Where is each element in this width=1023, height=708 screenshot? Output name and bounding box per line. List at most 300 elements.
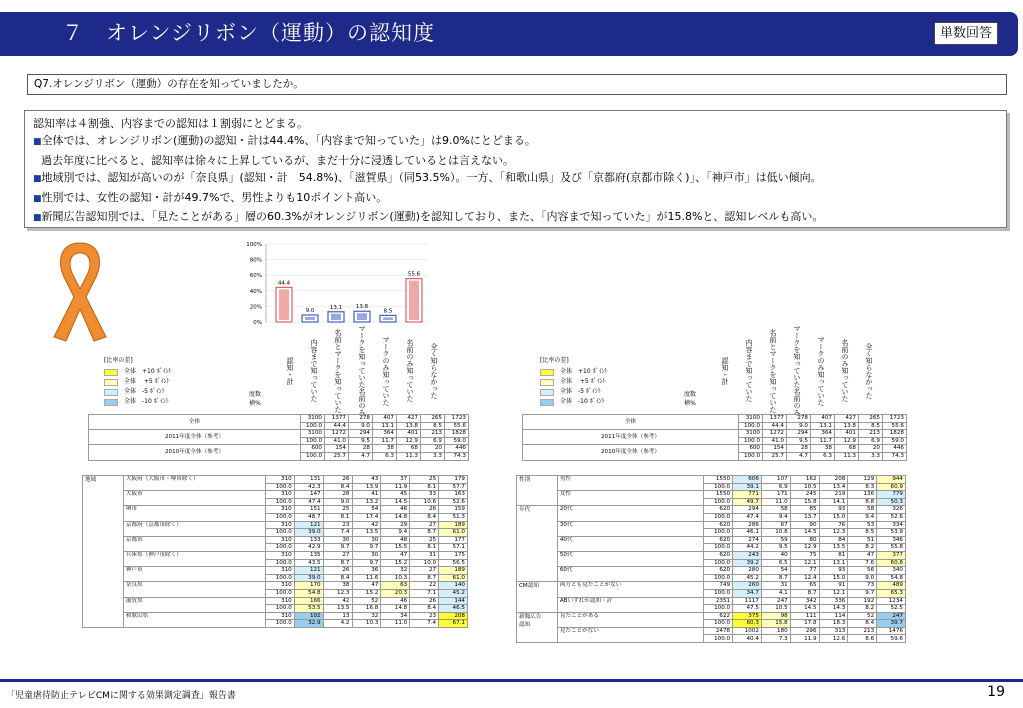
table-cell: 37	[381, 476, 410, 484]
table-row	[83, 536, 468, 544]
table-cell: 100.0	[265, 544, 294, 552]
table-cell: 13.5	[819, 544, 848, 552]
summary-bullet-4: ■新聞広告認知別では、「見たことがある」層の60.3%がオレンジリボン(運動)を認知しており、また、「内容まで知っていた」が15.8%と、認知レベルも高い。	[33, 210, 824, 224]
table-cell: 47.4	[733, 513, 762, 521]
table-cell: 73	[848, 582, 877, 590]
legend-item: 全体 +10 ﾎﾟｲﾝﾄ	[104, 367, 172, 377]
table-cell: 98	[761, 612, 790, 620]
table-cell: 310	[265, 551, 294, 559]
table-cell: 40	[761, 551, 790, 559]
table-cell: 32.9	[294, 620, 323, 628]
bar-fill	[331, 314, 341, 320]
table-cell: 1828	[445, 430, 469, 438]
table-cell: 2010年度全体（参考）	[523, 445, 739, 460]
table-cell: 620	[704, 536, 733, 544]
table-cell: 2478	[704, 627, 733, 635]
awareness-bar-chart	[236, 240, 472, 328]
table-row	[83, 567, 468, 575]
legend-left	[104, 356, 172, 407]
column-header: 内容まで知っていた	[745, 339, 753, 402]
table-cell: 52	[352, 597, 381, 605]
table-cell: 31	[761, 582, 790, 590]
table-cell: 45	[381, 491, 410, 499]
table-cell: 38	[373, 445, 397, 453]
table-cell: 100.0	[301, 452, 325, 460]
table-cell: 14.1	[819, 498, 848, 506]
table-cell: 15.2	[352, 589, 381, 597]
table-cell: 51	[848, 536, 877, 544]
summary-bullet-3: ■性別では、女性の認知・計が49.7%で、男性よりも10ポイント高い。	[33, 190, 388, 204]
table-cell: 4.7	[349, 452, 373, 460]
table-cell: 52.6	[877, 513, 906, 521]
table-cell: 8.1	[410, 544, 439, 552]
table-cell: 11.0	[381, 620, 410, 628]
table-cell: 8.7	[410, 529, 439, 537]
table-cell: 265	[421, 415, 445, 423]
table-cell: 13.1	[373, 422, 397, 430]
table-cell: 100.0	[301, 422, 325, 430]
table-row	[517, 521, 906, 529]
table-cell: 京都市	[123, 536, 265, 551]
table-cell: 46	[381, 597, 410, 605]
table-cell: 121	[294, 521, 323, 529]
table-cell: 336	[819, 597, 848, 605]
table-cell: 17.8	[790, 620, 819, 628]
table-cell: 見たことがある	[557, 612, 703, 627]
table-cell: 15.2	[381, 559, 410, 567]
table-cell: 11.7	[373, 437, 397, 445]
table-cell: 310	[265, 521, 294, 529]
footer-rule	[0, 679, 1023, 682]
table-cell: 9.7	[352, 544, 381, 552]
table-cell: 性別	[517, 476, 558, 506]
table-cell: 47	[352, 582, 381, 590]
table-cell: 8.1	[323, 513, 352, 521]
totals-table-right	[522, 414, 907, 461]
table-cell: 1723	[883, 415, 907, 423]
summary-bullet-1: ■全体では、オレンジリボン(運動)の認知・計は44.4%、「内容まで知っていた」は9.0%にとどまる。	[33, 134, 536, 148]
data-label: 13.8	[355, 304, 369, 311]
table-cell: 39.7	[877, 620, 906, 628]
table-cell: 100.0	[265, 605, 294, 613]
table-cell: 55.8	[877, 544, 906, 552]
table-cell: 12.6	[819, 635, 848, 643]
table-cell: 159	[439, 506, 468, 514]
table-cell: 9.5	[787, 437, 811, 445]
table-cell: 407	[811, 415, 835, 423]
table-cell: 147	[294, 491, 323, 499]
table-cell: 100.0	[704, 605, 733, 613]
table-cell: 3.3	[859, 452, 883, 460]
table-cell: 163	[439, 491, 468, 499]
table-cell: 45.2	[439, 589, 468, 597]
table-cell: 47	[848, 551, 877, 559]
table-cell: 45.2	[733, 574, 762, 582]
table-cell: 310	[265, 612, 294, 620]
table-cell: 60.8	[877, 559, 906, 567]
table-cell: 65.3	[877, 589, 906, 597]
table-cell: 81	[819, 551, 848, 559]
legend-item: 全体 -10 ﾎﾟｲﾝﾄ	[104, 397, 172, 407]
table-row	[517, 582, 906, 590]
table-cell: 600	[739, 445, 763, 453]
table-cell: 16.8	[352, 605, 381, 613]
table-cell: 192	[848, 597, 877, 605]
column-header: 認知・計	[721, 356, 729, 385]
table-row	[517, 476, 906, 484]
table-cell: 32	[352, 612, 381, 620]
table-cell: 9.4	[381, 529, 410, 537]
table-cell: 401	[835, 430, 859, 438]
table-cell: 310	[265, 476, 294, 484]
table-cell: 8.7	[761, 574, 790, 582]
table-cell: CM認知	[517, 582, 558, 612]
table-row	[83, 612, 468, 620]
table-cell: 堺市	[123, 506, 265, 521]
table-cell: 25.7	[325, 452, 349, 460]
table-cell: 8.3	[848, 483, 877, 491]
table-cell: 13.9	[352, 483, 381, 491]
table-cell: 9.0	[848, 574, 877, 582]
table-cell: 8.7	[323, 559, 352, 567]
table-cell: 177	[439, 536, 468, 544]
table-cell: 12.9	[790, 544, 819, 552]
table-cell: 17.4	[352, 513, 381, 521]
table-cell: 14.5	[790, 605, 819, 613]
table-cell: 265	[859, 415, 883, 423]
column-header: 認知・計	[286, 356, 294, 385]
table-cell: 大阪市	[123, 491, 265, 506]
table-cell: 364	[373, 430, 397, 438]
table-cell: 34.7	[733, 589, 762, 597]
table-cell: 213	[421, 430, 445, 438]
table-cell: 68	[835, 445, 859, 453]
table-cell: 12.3	[819, 529, 848, 537]
table-cell: 2011年度全体（参考）	[89, 430, 301, 445]
table-cell: 8.8	[848, 498, 877, 506]
table-cell: 154	[325, 445, 349, 453]
table-cell: 地域	[83, 476, 124, 628]
table-cell: 294	[787, 430, 811, 438]
table-cell: 446	[445, 445, 469, 453]
table-cell: 10.0	[410, 559, 439, 567]
table-row	[83, 506, 468, 514]
table-cell: 77	[790, 567, 819, 575]
table-cell: 334	[877, 521, 906, 529]
table-cell: 11.3	[835, 452, 859, 460]
table-cell: 260	[733, 582, 762, 590]
table-cell: 41.0	[325, 437, 349, 445]
table-cell: 43	[352, 476, 381, 484]
column-header: マークのみ知っていた	[382, 335, 390, 406]
table-cell: 59.0	[445, 437, 469, 445]
bar-fill	[409, 281, 419, 320]
table-cell: 1002	[733, 627, 762, 635]
table-cell: 84	[819, 536, 848, 544]
table-cell: 30	[352, 551, 381, 559]
table-cell: 40代	[557, 536, 703, 551]
table-cell: 154	[763, 445, 787, 453]
table-cell: 364	[811, 430, 835, 438]
table-cell: 47.5	[733, 605, 762, 613]
table-cell: 男性	[557, 476, 703, 491]
table-cell: 1234	[877, 597, 906, 605]
table-cell: 30	[352, 536, 381, 544]
table-cell: 6.9	[859, 437, 883, 445]
column-header: 名前のみ知っていた	[406, 339, 414, 402]
table-cell: 8.7	[410, 574, 439, 582]
table-cell: 6.5	[761, 559, 790, 567]
table-cell: 47.4	[294, 498, 323, 506]
table-cell: 14.5	[381, 498, 410, 506]
y-tick-label: 0%	[253, 320, 262, 326]
table-cell: 9.7	[323, 544, 352, 552]
table-cell: 36	[352, 567, 381, 575]
y-tick-label: 60%	[249, 273, 262, 280]
table-cell: 286	[733, 521, 762, 529]
table-cell: 42.3	[294, 483, 323, 491]
table-cell: 大阪府（大阪市・堺市除く）	[123, 476, 265, 491]
table-row	[517, 551, 906, 559]
table-cell: 54.8	[294, 589, 323, 597]
table-cell: 944	[877, 476, 906, 484]
table-cell: 606	[733, 476, 762, 484]
table-cell: 30	[323, 536, 352, 544]
table-cell: 3100	[739, 415, 763, 423]
table-cell: 10.5	[761, 605, 790, 613]
table-cell: 46	[381, 506, 410, 514]
column-header: 全く知らなかった	[865, 342, 873, 399]
table-cell: 135	[294, 551, 323, 559]
column-headers-right	[705, 323, 873, 416]
data-label: 9.0	[305, 307, 315, 314]
table-cell: 10.3	[352, 620, 381, 628]
table-cell: 407	[373, 415, 397, 423]
table-cell: 11.0	[761, 498, 790, 506]
table-cell: 278	[349, 415, 373, 423]
table-cell: 9.0	[323, 498, 352, 506]
table-cell: 9.7	[848, 589, 877, 597]
data-label: 44.4	[277, 280, 291, 287]
table-cell: 1377	[325, 415, 349, 423]
table-cell: 213	[848, 627, 877, 635]
table-cell: 107	[761, 476, 790, 484]
table-cell: 40.4	[733, 635, 762, 643]
table-cell: 3100	[301, 415, 325, 423]
table-cell: 33	[410, 491, 439, 499]
table-cell: 80	[790, 536, 819, 544]
table-cell: 13.7	[790, 513, 819, 521]
table-cell: 446	[883, 445, 907, 453]
table-cell: 59.0	[883, 437, 907, 445]
table-cell: 1476	[877, 627, 906, 635]
table-cell: 奈良県	[123, 582, 265, 597]
table-cell: 313	[819, 627, 848, 635]
table-cell: 100.0	[265, 529, 294, 537]
table-row	[83, 491, 468, 499]
table-cell: 10.6	[410, 498, 439, 506]
table-cell: 4.7	[787, 452, 811, 460]
table-cell: 52.6	[439, 498, 468, 506]
table-cell: 620	[704, 551, 733, 559]
table-cell: 56	[848, 567, 877, 575]
table-cell: 100.0	[704, 513, 733, 521]
table-row	[83, 551, 468, 559]
table-cell: 100.0	[704, 544, 733, 552]
table-cell: 102	[294, 612, 323, 620]
table-cell: 42	[323, 597, 352, 605]
table-cell: 55.6	[445, 422, 469, 430]
table-cell: 44.4	[325, 422, 349, 430]
table-cell: 25.7	[763, 452, 787, 460]
table-cell: 8.4	[410, 513, 439, 521]
table-cell: 39.2	[733, 559, 762, 567]
column-header: マークを知っていた名前のみ	[793, 325, 801, 416]
table-cell: 375	[733, 612, 762, 620]
table-cell: 39.1	[733, 483, 762, 491]
table-cell: 9.4	[848, 513, 877, 521]
table-cell: 兵庫県（神戸市除く）	[123, 551, 265, 566]
table-cell: 779	[877, 491, 906, 499]
table-cell: 48	[381, 536, 410, 544]
table-cell: 7.6	[848, 559, 877, 567]
table-cell: 100.0	[739, 437, 763, 445]
column-header: 名前のみ知っていた	[841, 339, 849, 402]
table-cell: 60代	[557, 567, 703, 582]
table-cell: 9.0	[787, 422, 811, 430]
column-header: マークを知っていた名前のみ	[358, 325, 366, 416]
table-cell: 620	[704, 506, 733, 514]
table-cell: 114	[819, 612, 848, 620]
table-cell: 28	[349, 445, 373, 453]
legend-swatch	[104, 369, 118, 376]
table-cell: 296	[790, 627, 819, 635]
table-cell: 京都府（京都市除く）	[123, 521, 265, 536]
table-cell: 427	[397, 415, 421, 423]
table-cell: 749	[704, 582, 733, 590]
table-cell: 136	[848, 491, 877, 499]
table-cell: 39.0	[294, 574, 323, 582]
table-cell: 6.3	[811, 452, 835, 460]
table-cell: 131	[294, 476, 323, 484]
table-cell: 14.8	[381, 513, 410, 521]
table-cell: 52	[848, 612, 877, 620]
table-cell: 171	[761, 491, 790, 499]
table-cell: 61.0	[439, 529, 468, 537]
table-cell: 274	[733, 536, 762, 544]
table-cell: 年代	[517, 506, 558, 582]
table-cell: 326	[877, 506, 906, 514]
table-cell: 18.3	[819, 620, 848, 628]
table-cell: 245	[790, 491, 819, 499]
table-cell: 166	[294, 597, 323, 605]
table-cell: 25	[410, 476, 439, 484]
table-cell: 100.0	[704, 559, 733, 567]
table-cell: 20代	[557, 506, 703, 521]
table-row	[83, 521, 468, 529]
bar-fill	[357, 313, 367, 320]
region-table	[82, 475, 468, 628]
table-row	[83, 597, 468, 605]
table-cell: 54.8	[877, 574, 906, 582]
table-cell: 1550	[704, 476, 733, 484]
table-row	[523, 415, 907, 423]
table-cell: 65	[790, 582, 819, 590]
table-cell: 75	[790, 551, 819, 559]
table-cell: 310	[265, 491, 294, 499]
table-cell: 15.0	[819, 513, 848, 521]
table-cell: 26	[410, 597, 439, 605]
table-cell: ABいずれか認知・計	[557, 597, 703, 612]
table-cell: 310	[265, 597, 294, 605]
table-cell: 76	[819, 521, 848, 529]
table-cell: 13	[323, 612, 352, 620]
table-cell: 179	[439, 476, 468, 484]
table-cell: 58	[848, 506, 877, 514]
table-cell: 32	[381, 567, 410, 575]
table-cell: 100.0	[704, 620, 733, 628]
table-cell: 13.4	[819, 483, 848, 491]
header-bar	[0, 12, 1018, 56]
table-cell: 新聞広告 認知	[517, 612, 558, 642]
table-cell: 女性	[557, 491, 703, 506]
table-cell: 25	[323, 506, 352, 514]
column-header: 名前とマークを知っていた	[334, 328, 342, 413]
table-cell: 162	[790, 476, 819, 484]
table-cell: 111	[790, 612, 819, 620]
table-cell: 12.1	[790, 559, 819, 567]
table-cell: 26	[323, 476, 352, 484]
table-cell: 100.0	[704, 635, 733, 643]
table-cell: 54	[761, 567, 790, 575]
data-label: 13.1	[329, 304, 343, 311]
table-cell: 51.3	[439, 513, 468, 521]
table-cell: 401	[397, 430, 421, 438]
table-cell: 8.4	[848, 620, 877, 628]
table-cell: 8.5	[421, 422, 445, 430]
table-row	[523, 445, 907, 453]
table-cell: 189	[439, 567, 468, 575]
table-cell: 427	[835, 415, 859, 423]
table-cell: 620	[704, 567, 733, 575]
table-cell: 6.9	[421, 437, 445, 445]
table-cell: 13.5	[352, 529, 381, 537]
table-cell: 55.6	[883, 422, 907, 430]
table-cell: 41	[352, 491, 381, 499]
table-cell: 278	[787, 415, 811, 423]
table-cell: 620	[704, 521, 733, 529]
table-cell: 43.5	[294, 559, 323, 567]
table-cell: 100.0	[739, 452, 763, 460]
table-cell: 20	[421, 445, 445, 453]
orange-ribbon-icon	[44, 237, 116, 345]
data-label: 55.6	[407, 271, 421, 278]
legend-right: [比率の差] 全体 +10 ﾎﾟｲﾝﾄ 全体 +5 ﾎﾟｲﾝﾄ 全体 -5 ﾎﾟｲﾝﾄ 全体 -10 ﾎﾟｲﾝﾄ	[540, 357, 608, 405]
table-cell: 14.3	[819, 605, 848, 613]
table-cell: 10.8	[761, 529, 790, 537]
table-cell: 全体	[89, 415, 301, 430]
table-row	[517, 627, 906, 635]
table-cell: 52.5	[877, 605, 906, 613]
table-cell: 63	[381, 582, 410, 590]
table-cell: 42.9	[294, 544, 323, 552]
table-cell: 11.6	[352, 574, 381, 582]
table-cell: 189	[439, 521, 468, 529]
table-cell: 28	[787, 445, 811, 453]
page-title: ７ オレンジリボン（運動）の認知度	[62, 21, 435, 45]
table-cell: 23	[323, 521, 352, 529]
table-cell: 11.3	[397, 452, 421, 460]
